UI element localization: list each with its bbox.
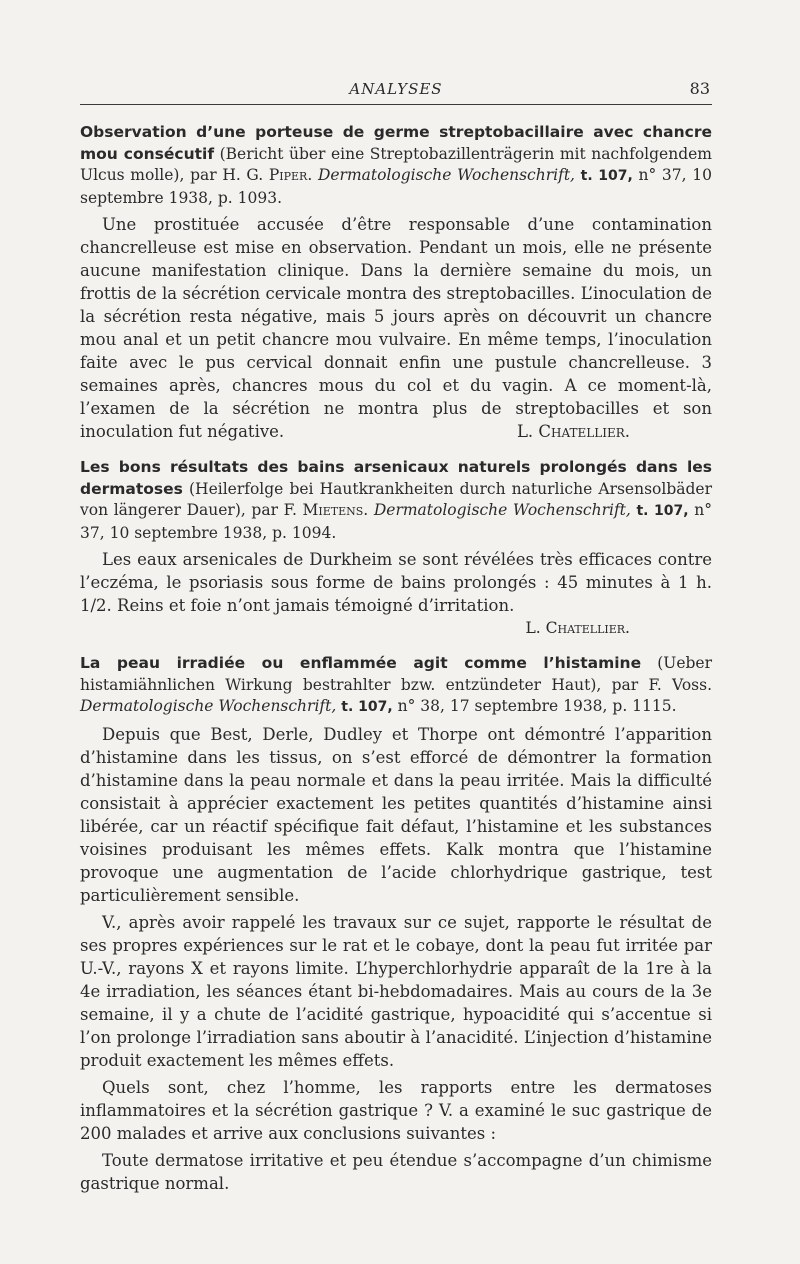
entry-volume: t. 107, (636, 503, 689, 519)
paragraph: Quels sont, chez l’homme, les rapports entre les dermatoses inflammatoires et la sécrétion gastrique ? V. a examiné le suc gastrique de 200 malades et arrive aux conclusions suivantes : (80, 1077, 712, 1143)
entry-journal: Dermatologische Wochenschrift, (80, 697, 337, 715)
entry-title: Observation d’une porteuse de germe streptobacillaire avec chancre mou consécutif (80, 123, 712, 163)
running-title: ANALYSES (349, 80, 443, 98)
paragraph-text: Une prostituée accusée d’être responsable d’une contamination chancrelleuse est mise en observation. Pendant un mois, elle ne présente aucune manifestation clinique. Dans la dernière semaine du mois, un frottis de la sécrétion cervicale montra des streptobacilles. L’inoculation de la sécrétion resta négative, mais 5 jours après on découvrit un chancre mou anal et un petit chancre mou vulvaire. En même temps, l’inoculation faite avec le pus cervical donnait enfin une pustule chancrelleuse. 3 semaines après, chancres mous du col et du vagin. A ce moment-là, l’examen de la sécrétion ne montra plus de streptobacilles et son inoculation fut négative. (80, 215, 712, 441)
entry-original-title: (Bericht über eine Streptobazillenträgerin mit nachfolgendem Ulcus molle), par (80, 144, 712, 184)
paragraph: Les eaux arsenicales de Durkheim se sont révélées très efficaces contre l’eczéma, le psoriasis sous forme de bains prolongés : 45 minutes à 1 h. 1/2. Reins et foie n’ont jamais témoigné d’irritation. (80, 550, 712, 615)
paragraph (80, 213, 712, 443)
signature: L. Chatellier. (516, 422, 630, 441)
paragraph: Toute dermatose irritative et peu étendue s’accompagne d’un chimisme gastrique normal. (80, 1150, 712, 1193)
entry-journal: Dermatologische Wochenschrift, (317, 166, 575, 184)
page-number: 83 (689, 79, 710, 98)
entry-journal: Dermatologische Wochenschrift, (373, 501, 631, 519)
abstract-entry (80, 457, 712, 639)
abstract-entry (80, 653, 712, 1195)
entry-volume: t. 107, (341, 699, 393, 715)
abstract-entry (80, 122, 712, 443)
page-header (80, 74, 712, 105)
entry-author: Mietens. (302, 501, 369, 519)
entry-heading (80, 653, 712, 719)
paragraph: Depuis que Best, Derle, Dudley et Thorpe ont démontré l’apparition d’histamine dans les tissus, on s’est efforcé de démontrer la formation d’histamine dans la peau normale et dans la peau irritée. Mais la difficulté consistait à apprécier exactement les petites quantités d’histamine ainsi libérée, car un réactif spécifique fait défaut, l’histamine et les substances voisines produisant les mêmes effets. Kalk montra que l’histamine provoque une augmentation de l’acide chlorhydrique gastrique, test particulièrement sensible. (80, 724, 712, 905)
signature-name: L. Chatellier. (525, 619, 630, 637)
entry-issue: n° 37, 10 septembre 1938, p. 1093. (80, 166, 712, 207)
article-body (80, 122, 712, 1209)
entry-issue: n° 37, 10 septembre 1938, p. 1094. (80, 501, 712, 542)
entry-title: Les bons résultats des bains arsenicaux naturels prolongés dans les dermatoses (80, 458, 712, 498)
entry-volume: t. 107, (580, 168, 633, 184)
paragraph: V., après avoir rappelé les travaux sur ce sujet, rapporte le résultat de ses propres expériences sur le rat et le cobaye, dont la peau fut irritée par U.-V., rayons X et rayons limite. L’hyperchlorhydrie apparaît de la 1re à la 4e irradiation, les séances étant bi-hebdomadaires. Mais au cours de la 3e semaine, il y a chute de l’acidité gastrique, hypoacidité qui s’accentue si l’on prolonge l’irradiation sans aboutir à l’anacidité. L’injection d’histamine produit exactement les mêmes effets. (80, 912, 712, 1070)
entry-heading (80, 457, 712, 544)
entry-title: La peau irradiée ou enflammée agit comme l’histamine (80, 654, 642, 672)
entry-original-title: (Heilerfolge bei Hautkrankheiten durch naturliche Arsensolbäder von längerer Dauer), par F. (80, 479, 712, 519)
signature (80, 617, 712, 639)
entry-heading (80, 122, 712, 209)
entry-issue: n° 38, 17 septembre 1938, p. 1115. (397, 697, 677, 715)
entry-original-title: (Ueber histamiähnlichen Wirkung bestrahlter bzw. entzündeter Haut), par F. Voss. (80, 654, 713, 694)
entry-author: H. G. Piper. (222, 166, 313, 184)
